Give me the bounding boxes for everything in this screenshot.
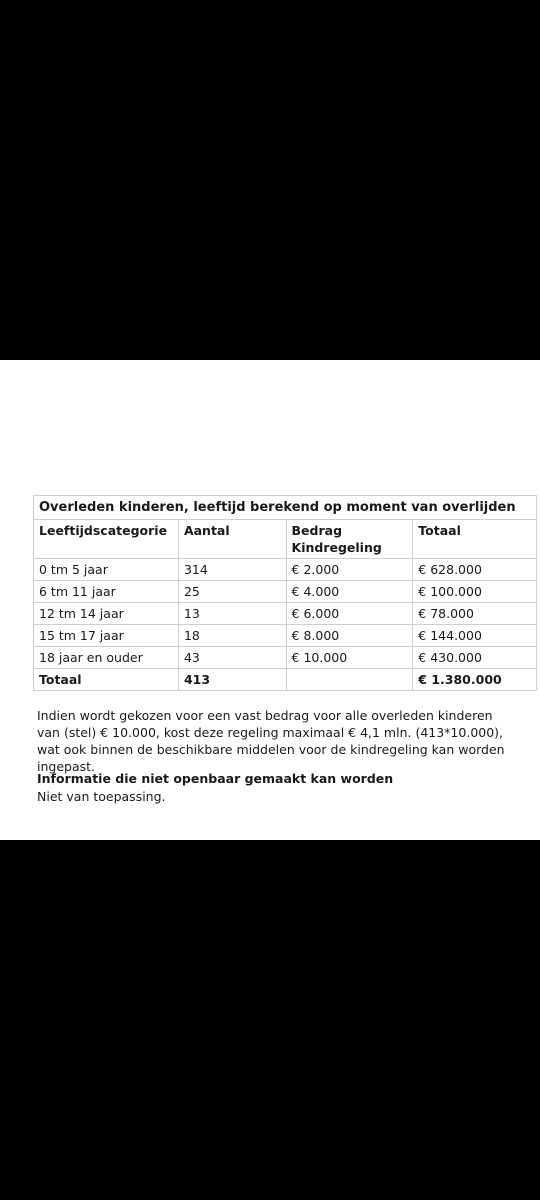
total-label: Totaal <box>34 669 179 691</box>
cell-count: 18 <box>178 625 286 647</box>
cell-amount: € 2.000 <box>286 559 413 581</box>
table-row <box>34 603 537 625</box>
header-amount: Bedrag Kindregeling <box>286 520 413 559</box>
cell-total: € 100.000 <box>413 581 537 603</box>
cell-count: 314 <box>178 559 286 581</box>
cell-total: € 430.000 <box>413 647 537 669</box>
header-total: Totaal <box>413 520 537 559</box>
fixed-amount-paragraph: Indien wordt gekozen voor een vast bedrag voor alle overleden kinderen van (stel) € 10.000, kost deze regeling maximaal € 4,1 mln. (413*10.000), wat ook binnen de beschikbare middelen voor de kindregeling kan worden ingepast. <box>37 708 505 774</box>
cell-amount: € 10.000 <box>286 647 413 669</box>
cell-category: 0 tm 5 jaar <box>34 559 179 581</box>
cell-total: € 78.000 <box>413 603 537 625</box>
cell-category: 6 tm 11 jaar <box>34 581 179 603</box>
total-count: 413 <box>178 669 286 691</box>
cell-amount: € 6.000 <box>286 603 413 625</box>
total-amount <box>286 669 413 691</box>
total-sum: € 1.380.000 <box>413 669 537 691</box>
info-heading: Informatie die niet openbaar gemaakt kan worden <box>37 771 394 786</box>
table-caption: Overleden kinderen, leeftijd berekend op moment van overlijden <box>34 496 537 520</box>
table-row <box>34 647 537 669</box>
cell-category: 15 tm 17 jaar <box>34 625 179 647</box>
table-header-row <box>34 520 537 559</box>
cell-count: 25 <box>178 581 286 603</box>
children-cost-table <box>33 495 537 691</box>
table-row <box>34 559 537 581</box>
cell-count: 13 <box>178 603 286 625</box>
header-age-category: Leeftijdscategorie <box>34 520 179 559</box>
cell-category: 12 tm 14 jaar <box>34 603 179 625</box>
table-caption-row <box>34 496 537 520</box>
header-count: Aantal <box>178 520 286 559</box>
table-row <box>34 625 537 647</box>
cell-amount: € 4.000 <box>286 581 413 603</box>
document-page <box>0 360 540 840</box>
cell-total: € 628.000 <box>413 559 537 581</box>
table-total-row <box>34 669 537 691</box>
table-row <box>34 581 537 603</box>
info-text: Niet van toepassing. <box>37 789 166 804</box>
cell-amount: € 8.000 <box>286 625 413 647</box>
cell-category: 18 jaar en ouder <box>34 647 179 669</box>
cell-count: 43 <box>178 647 286 669</box>
cell-total: € 144.000 <box>413 625 537 647</box>
